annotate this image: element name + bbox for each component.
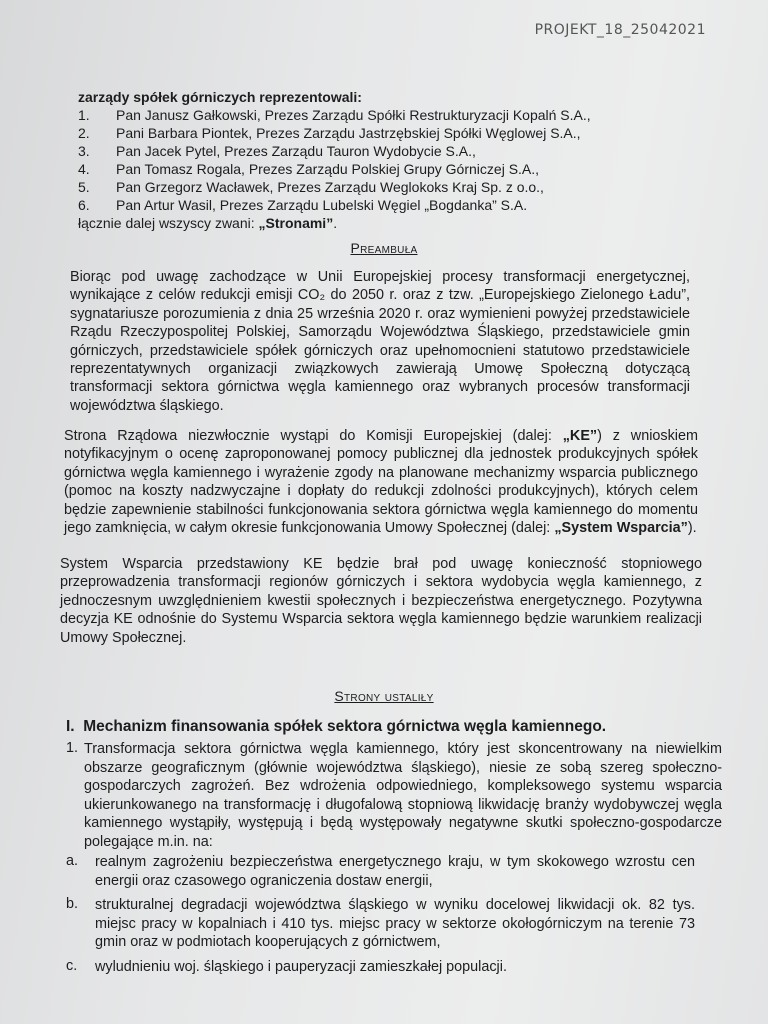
preamble-paragraph-1: Biorąc pod uwagę zachodzące w Unii Europejskiej procesy transformacji energetycznej, wynikające z celów redukcji emisji CO₂ do 2050 r. oraz z tzw. „Europejskiego Zielonego Ładu”, sygnatariusze porozumienia z dnia 25 września 2020 r. oraz wymienieni powyżej przedstawiciele Rządu Rzeczypospolitej Polskiej, Samorządu Województwa Śląskiego, przedstawiciele gmin górniczych, przedstawiciele spółek górniczych oraz upełnomocnieni statutowo przedstawiciele reprezentatywnych organizacji związkowych zawierają Umowę Społeczną dotyczącą transformacji sektora górnictwa węgla kamiennego oraz wybranych procesów transformacji województwa śląskiego. [70, 269, 690, 414]
party-text: Pan Jacek Pytel, Prezes Zarządu Tauron Wydobycie S.A., [116, 143, 476, 159]
closing-text: łącznie dalej wszyscy zwani: [78, 215, 259, 231]
party-number: 3. [78, 143, 90, 159]
p2-text-e: ). [687, 520, 697, 537]
subitem-label: b. [66, 896, 79, 912]
preamble-paragraph-3: System Wsparcia przedstawiony KE będzie brał pod uwagę konieczność stopniowego przeprowadzenia transformacji regionów górniczych i sektora wydobycia węgla kamiennego, z jednoczesnym uwzględnieniem kwestii społecznych i bezpieczeństwa energetycznego. Pozytywna decyzja KE odnośnie do Systemu Wsparcia sektora węgla kamiennego będzie warunkiem realizacji Umowy Społecznej. [60, 556, 702, 646]
document-code: PROJEKT_18_25042021 [534, 22, 706, 38]
agreed-title: Strony ustaliły [334, 688, 434, 704]
p2-term-system: „System Wsparcia” [554, 520, 688, 537]
party-item [78, 124, 698, 142]
party-text: Pan Artur Wasil, Prezes Zarządu Lubelski Węgiel „Bogdanka” S.A. [116, 197, 528, 213]
party-number: 1. [78, 107, 90, 123]
party-item [78, 178, 698, 196]
subitem-text: strukturalnej degradacji województwa śląskiego w wyniku docelowej likwidacji ok. 82 tys. miejsc pracy w kopalniach i 410 tys. miejsc pracy w sektorze okołogórniczym na terenie 73 gmin oraz w podmiotach kooperujących z górnictwem, [95, 897, 695, 951]
party-number: 2. [78, 125, 90, 141]
party-item [78, 196, 698, 214]
p2-text-c: ) z wnioskiem notyfikacyjnym o ocenę zaproponowanej pomocy publicznej dla jednostek produkcyjnych spółek górnictwa węgla kamiennego i wyrażenie zgody na planowane mechanizmy wsparcia publicznego (pomoc na koszty nadzwyczajne i dopłaty do redukcji zdolności produkcyjnych), których celem będzie zapewnienie stabilności funkcjonowania sektora górnictwa węgla kamiennego do momentu jego zamknięcia, w całym okresie funkcjonowania Umowy Społecznej (dalej: [64, 428, 698, 537]
section-number: I. [66, 718, 75, 735]
party-item [78, 106, 698, 124]
party-item [78, 142, 698, 160]
p2-text-a: Strona Rządowa niezwłocznie wystąpi do Komisji Europejskiej (dalej: [64, 428, 563, 444]
subitem-label: a. [66, 853, 79, 869]
preamble-paragraph-2 [64, 427, 698, 537]
party-number: 4. [78, 161, 90, 177]
item-1-number: 1. [66, 740, 79, 756]
section-heading [66, 718, 726, 736]
party-text: Pan Tomasz Rogala, Prezes Zarządu Polskiej Grupy Górniczej S.A., [116, 161, 540, 177]
party-item [78, 160, 698, 178]
closing-term: „Stronami” [258, 215, 334, 231]
party-number: 6. [78, 197, 90, 213]
section-heading-text: Mechanizm finansowania spółek sektora górnictwa węgla kamiennego. [83, 718, 607, 735]
p2-term-ke: „KE” [562, 428, 598, 444]
parties-block [78, 88, 698, 232]
parties-heading: zarządy spółek górniczych reprezentowali: [78, 89, 362, 105]
party-number: 5. [78, 179, 90, 195]
subitem-label: c. [66, 958, 78, 974]
party-text: Pani Barbara Piontek, Prezes Zarządu Jastrzębskiej Spółki Węglowej S.A., [116, 125, 581, 141]
party-text: Pan Grzegorz Wacławek, Prezes Zarządu Weglokoks Kraj Sp. z o.o., [116, 179, 544, 195]
parties-closing [78, 214, 698, 232]
parties-list [78, 106, 698, 214]
closing-punct: . [333, 215, 338, 231]
subitem-text: wyludnieniu woj. śląskiego i pauperyzacji zamieszkałej populacji. [95, 959, 507, 975]
party-text: Pan Janusz Gałkowski, Prezes Zarządu Spółki Restrukturyzacji Kopalń S.A., [116, 107, 591, 123]
subitem-text: realnym zagrożeniu bezpieczeństwa energetycznego kraju, w tym skokowego wzrostu cen energii oraz czasowego ograniczenia dostaw energii, [95, 854, 695, 889]
item-1-text: Transformacja sektora górnictwa węgla kamiennego, który jest skoncentrowany na niewielkim obszarze geograficznym (głównie województwa śląskiego), niesie ze sobą szereg społeczno-gospodarczych zagrożeń. Bez wdrożenia odpowiedniego, kompleksowego systemu wsparcia ukierunkowanego na transformację i długofalową stopniową likwidację branży wydobywczej węgla kamiennego wystąpiły, występują i będą występowały negatywne skutki społeczno-gospodarcze polegające m.in. na: [84, 741, 722, 850]
preamble-title: Preambuła [350, 240, 418, 256]
